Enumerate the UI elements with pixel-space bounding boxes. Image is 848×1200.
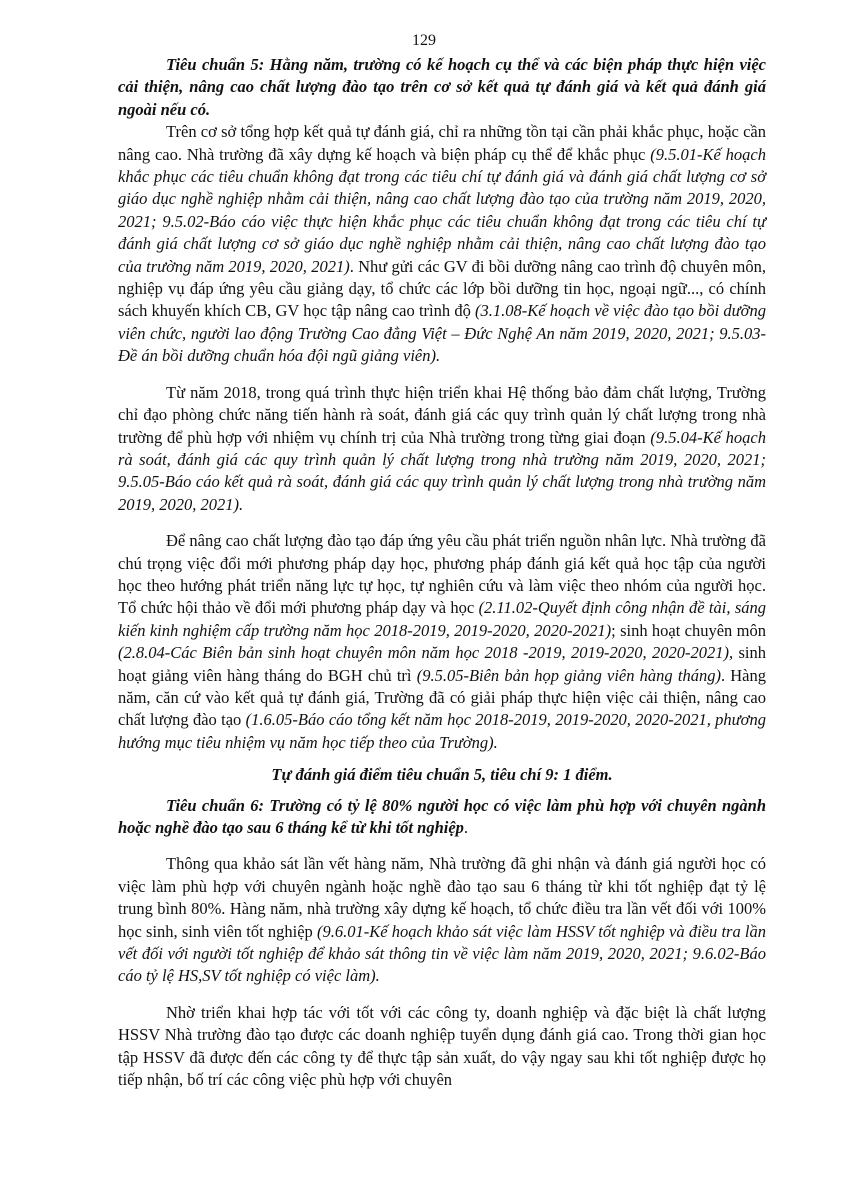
- paragraph-3: [118, 530, 766, 754]
- standard-6-tail: .: [463, 818, 469, 837]
- standard-5-text: : Hằng năm, trường có kế hoạch cụ thể và các biện pháp thực hiện việc cải thiện, nâng cao chất lượng đào tạo trên cơ sở kết quả tự đánh giá và kết quả đánh giá ngoài nếu có.: [118, 55, 766, 119]
- para3-text-3: , sinh hoạt giảng viên hàng tháng do BGH chủ trì: [118, 643, 766, 685]
- para1-citation-2: (3.1.08-Kế hoạch về việc đào tạo bồi dưỡng viên chức, người lao động Trường Cao đẳng Việt – Đức Nghệ An năm 2019, 2020, 2021; 9.5.03-Đề án bồi dưỡng chuẩn hóa đội ngũ giảng viên).: [118, 301, 766, 366]
- standard-6-label: Tiêu chuẩn 6: [166, 795, 259, 815]
- para3-citation-1: (2.11.02-Quyết định công nhận đề tài, sáng kiến kinh nghiệm cấp trường năm học 2018-2019, 2019-2020, 2020-2021): [118, 598, 766, 640]
- standard-5-score: Tự đánh giá điểm tiêu chuẩn 5, tiêu chí 9: 1 điểm.: [271, 765, 613, 785]
- page-content: [118, 54, 766, 1091]
- standard-6-text: : Trường có tỷ lệ 80% người học có việc làm phù hợp với chuyên ngành hoặc nghề đào tạo sau 6 tháng kể từ khi tốt nghiệp: [118, 795, 766, 837]
- paragraph-1: [118, 121, 766, 367]
- para3-citation-4: (1.6.05-Báo cáo tổng kết năm học 2018-2019, 2019-2020, 2020-2021, phương hướng mục tiêu nhiệm vụ năm học tiếp theo của Trường).: [118, 710, 766, 752]
- para1-text-1: Trên cơ sở tổng hợp kết quả tự đánh giá, chỉ ra những tồn tại cần phải khắc phục, hoặc cần nâng cao. Nhà trường đã xây dựng kế hoạch và biện pháp cụ thể để khắc phục: [118, 122, 766, 164]
- para4-text-1: Thông qua khảo sát lần vết hàng năm, Nhà trường đã ghi nhận và đánh giá người học có việc làm phù hợp với chuyên ngành hoặc nghề đào tạo sau 6 tháng từ khi tốt nghiệp đạt tỷ lệ trung bình 80%. Hàng năm, nhà trường xây dựng kế hoạch, tổ chức điều tra lần vết đối với 100% học sinh, sinh viên tốt nghiệp: [118, 854, 766, 941]
- paragraph-4: [118, 853, 766, 987]
- para1-citation-1: (9.5.01-Kế hoạch khắc phục các tiêu chuẩn không đạt trong các tiêu chí tự đánh giá và đánh giá chất lượng cơ sở giáo dục nghề nghiệp nhằm cải thiện, nâng cao chất lượng đào tạo của trường năm 2019, 2020, 2021; 9.5.02-Báo cáo việc thực hiện khắc phục các tiêu chuẩn không đạt trong các tiêu chí tự đánh giá chất lượng cơ sở giáo dục nghề nghiệp nhằm cải thiện, nâng cao chất lượng đào tạo của trường năm 2019, 2020, 2021): [118, 144, 766, 276]
- standard-5-label: Tiêu chuẩn 5: [166, 55, 259, 74]
- standard-6-heading: [118, 795, 766, 840]
- para3-text-4: . Hàng năm, căn cứ vào kết quả tự đánh giá, Trường đã có giải pháp thực hiện việc cải thiện, nâng cao chất lượng đào tạo: [118, 665, 766, 730]
- para3-text-2: ; sinh hoạt chuyên môn: [611, 620, 766, 640]
- para3-citation-3: (9.5.05-Biên bản họp giảng viên hàng tháng): [416, 665, 721, 685]
- para3-text-1: Để nâng cao chất lượng đào tạo đáp ứng yêu cầu phát triển nguồn nhân lực. Nhà trường đã chú trọng việc đổi mới phương pháp dạy học, phương pháp đánh giá kết quả học tập của người học theo hướng phát triển năng lực tự học, tự nghiên cứu và làm việc theo nhóm của người học. Tổ chức hội thảo về đổi mới phương pháp dạy và học: [118, 531, 766, 618]
- paragraph-2: [118, 382, 766, 516]
- para1-text-2: . Như gửi các GV đi bồi dưỡng nâng cao trình độ chuyên môn, nghiệp vụ đáp ứng yêu cầu giảng dạy, tổ chức các lớp bồi dưỡng tin học, ngoại ngữ..., có chính sách khuyến khích CB, GV học tập nâng cao trình độ: [118, 256, 766, 321]
- standard-5-heading: [118, 54, 766, 121]
- para4-citation-1: (9.6.01-Kế hoạch khảo sát việc làm HSSV tốt nghiệp và điều tra lần vết đối với người tốt nghiệp để khảo sát thông tin về việc làm năm 2019, 2020, 2021; 9.6.02-Báo cáo tỷ lệ HS,SV tốt nghiệp có việc làm).: [118, 921, 766, 986]
- para2-text-1: Từ năm 2018, trong quá trình thực hiện triển khai Hệ thống bảo đảm chất lượng, Trường chỉ đạo phòng chức năng tiến hành rà soát, đánh giá các quy trình quản lý chất lượng trong nhà trường để phù hợp với nhiệm vụ chính trị của Nhà trường trong từng giai đoạn: [118, 382, 766, 447]
- para3-citation-2: (2.8.04-Các Biên bản sinh hoạt chuyên môn năm học 2018 -2019, 2019-2020, 2020-2021): [118, 643, 729, 663]
- paragraph-5: Nhờ triển khai hợp tác với tốt với các công ty, doanh nghiệp và đặc biệt là chất lượng HSSV Nhà trường đào tạo được các doanh nghiệp tuyển dụng đánh giá cao. Trong thời gian học tập HSSV đã được đến các công ty để thực tập sản xuất, do vậy ngay sau khi tốt nghiệp được họ tiếp nhận, bố trí các công việc phù hợp với chuyên: [118, 1002, 766, 1090]
- para2-citation-1: (9.5.04-Kế hoạch rà soát, đánh giá các quy trình quản lý chất lượng trong nhà trường năm 2019, 2020, 2021; 9.5.05-Báo cáo kết quả rà soát, đánh giá các quy trình quản lý chất lượng trong nhà trường năm 2019, 2020, 2021).: [118, 427, 766, 514]
- page-number: 129: [412, 32, 436, 49]
